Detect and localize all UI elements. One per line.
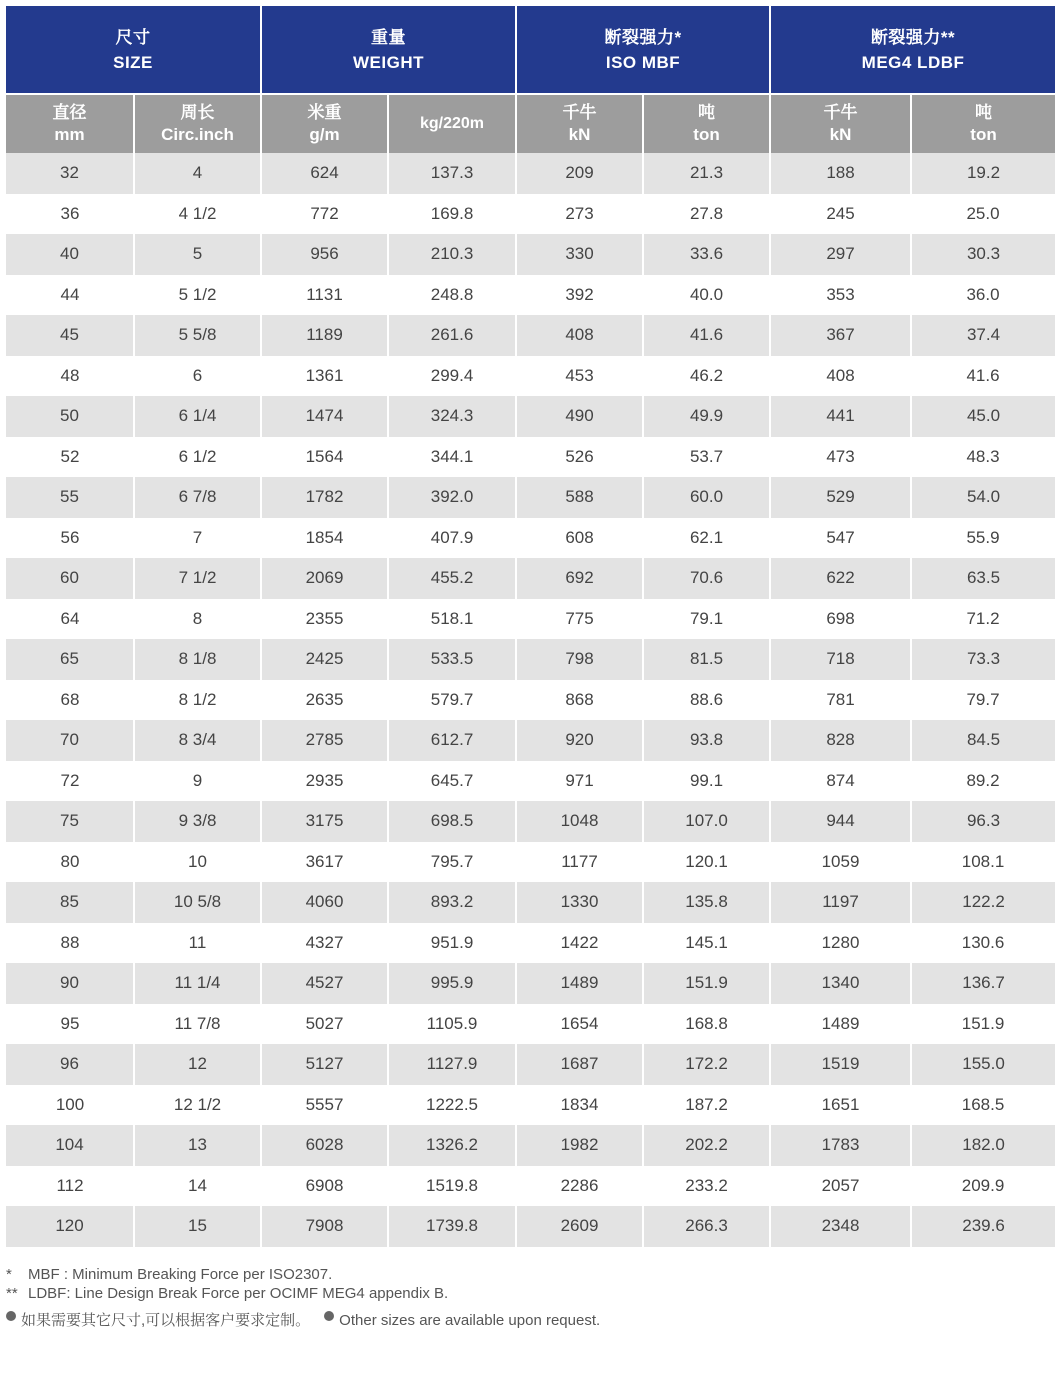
- table-cell: 40: [6, 234, 134, 275]
- table-row: [6, 153, 1055, 194]
- table-cell: 44: [6, 275, 134, 316]
- table-cell: 209: [516, 153, 643, 194]
- table-cell: 7: [134, 518, 261, 559]
- column-header-zh: 周长: [180, 103, 215, 122]
- group-header-meg4-ldbf: [770, 6, 1055, 94]
- column-header-weight-per-meter: [261, 94, 388, 153]
- table-cell: 408: [770, 356, 911, 397]
- table-cell: 392: [516, 275, 643, 316]
- table-cell: 36: [6, 194, 134, 235]
- column-header-en: g/m: [309, 125, 340, 144]
- availability-text-zh: 如果需要其它尺寸,可以根据客户要求定制。: [21, 1312, 311, 1329]
- table-cell: 14: [134, 1166, 261, 1207]
- table-cell: 698: [770, 599, 911, 640]
- table-cell: 353: [770, 275, 911, 316]
- table-cell: 41.6: [643, 315, 770, 356]
- table-cell: 2785: [261, 720, 388, 761]
- column-header-circumference: [134, 94, 261, 153]
- table-cell: 490: [516, 396, 643, 437]
- table-cell: 5: [134, 234, 261, 275]
- table-cell: 11 1/4: [134, 963, 261, 1004]
- table-cell: 96.3: [911, 801, 1055, 842]
- table-cell: 1783: [770, 1125, 911, 1166]
- table-cell: 453: [516, 356, 643, 397]
- table-cell: 60.0: [643, 477, 770, 518]
- table-row: [6, 963, 1055, 1004]
- table-cell: 32: [6, 153, 134, 194]
- table-cell: 868: [516, 680, 643, 721]
- table-cell: 37.4: [911, 315, 1055, 356]
- table-cell: 104: [6, 1125, 134, 1166]
- table-cell: 108.1: [911, 842, 1055, 883]
- table-cell: 1177: [516, 842, 643, 883]
- table-cell: 874: [770, 761, 911, 802]
- table-cell: 72: [6, 761, 134, 802]
- table-cell: 50: [6, 396, 134, 437]
- table-cell: 79.1: [643, 599, 770, 640]
- table-cell: 3617: [261, 842, 388, 883]
- group-header-en: MEG4 LDBF: [861, 52, 965, 72]
- table-cell: 85: [6, 882, 134, 923]
- footnote-text: MBF : Minimum Breaking Force per ISO2307.: [28, 1266, 333, 1283]
- table-row: [6, 1125, 1055, 1166]
- table-cell: 1651: [770, 1085, 911, 1126]
- table-cell: 49.9: [643, 396, 770, 437]
- table-cell: 233.2: [643, 1166, 770, 1207]
- table-cell: 45.0: [911, 396, 1055, 437]
- group-header-size: [6, 6, 261, 94]
- group-header-zh: 重量: [371, 27, 407, 47]
- table-cell: 8 1/2: [134, 680, 261, 721]
- column-header-en: kN: [568, 125, 591, 144]
- table-row: [6, 315, 1055, 356]
- table-row: [6, 1166, 1055, 1207]
- table-cell: 624: [261, 153, 388, 194]
- table-cell: 1330: [516, 882, 643, 923]
- table-cell: 80: [6, 842, 134, 883]
- column-header-zh: 千牛: [823, 103, 858, 122]
- group-header-zh: 断裂强力*: [604, 27, 682, 47]
- table-row: [6, 761, 1055, 802]
- table-cell: 12: [134, 1044, 261, 1085]
- table-cell: 7908: [261, 1206, 388, 1247]
- table-cell: 202.2: [643, 1125, 770, 1166]
- table-cell: 944: [770, 801, 911, 842]
- table-cell: 588: [516, 477, 643, 518]
- table-cell: 1654: [516, 1004, 643, 1045]
- table-cell: 188: [770, 153, 911, 194]
- table-cell: 137.3: [388, 153, 516, 194]
- table-cell: 1982: [516, 1125, 643, 1166]
- table-cell: 1519: [770, 1044, 911, 1085]
- table-cell: 407.9: [388, 518, 516, 559]
- table-cell: 155.0: [911, 1044, 1055, 1085]
- table-row: [6, 842, 1055, 883]
- table-cell: 5027: [261, 1004, 388, 1045]
- table-cell: 55: [6, 477, 134, 518]
- table-row: [6, 1004, 1055, 1045]
- table-cell: 1782: [261, 477, 388, 518]
- column-header-iso-kn: [516, 94, 643, 153]
- table-cell: 8: [134, 599, 261, 640]
- table-cell: 324.3: [388, 396, 516, 437]
- table-cell: 1059: [770, 842, 911, 883]
- table-cell: 63.5: [911, 558, 1055, 599]
- column-header-en: mm: [54, 125, 85, 144]
- table-cell: 299.4: [388, 356, 516, 397]
- table-cell: 367: [770, 315, 911, 356]
- table-cell: 920: [516, 720, 643, 761]
- table-cell: 718: [770, 639, 911, 680]
- table-cell: 96: [6, 1044, 134, 1085]
- table-cell: 518.1: [388, 599, 516, 640]
- table-cell: 135.8: [643, 882, 770, 923]
- table-cell: 12 1/2: [134, 1085, 261, 1126]
- column-header-en: ton: [693, 125, 720, 144]
- table-cell: 1489: [516, 963, 643, 1004]
- column-header-en: Circ.inch: [161, 125, 234, 144]
- footnote-mbf: [6, 1265, 600, 1284]
- table-cell: 2069: [261, 558, 388, 599]
- table-cell: 2355: [261, 599, 388, 640]
- table-cell: 45: [6, 315, 134, 356]
- table-cell: 1280: [770, 923, 911, 964]
- table-cell: 65: [6, 639, 134, 680]
- table-cell: 4 1/2: [134, 194, 261, 235]
- table-cell: 330: [516, 234, 643, 275]
- table-cell: 71.2: [911, 599, 1055, 640]
- table-cell: 1189: [261, 315, 388, 356]
- table-cell: 297: [770, 234, 911, 275]
- table-cell: 112: [6, 1166, 134, 1207]
- column-header-zh: 吨: [975, 103, 993, 122]
- group-header-iso-mbf: [516, 6, 770, 94]
- table-cell: 130.6: [911, 923, 1055, 964]
- table-cell: 1519.8: [388, 1166, 516, 1207]
- table-cell: 1422: [516, 923, 643, 964]
- table-cell: 5557: [261, 1085, 388, 1126]
- table-cell: 239.6: [911, 1206, 1055, 1247]
- table-cell: 893.2: [388, 882, 516, 923]
- group-header-zh: 尺寸: [115, 27, 151, 47]
- table-cell: 48: [6, 356, 134, 397]
- table-cell: 40.0: [643, 275, 770, 316]
- table-cell: 775: [516, 599, 643, 640]
- table-cell: 344.1: [388, 437, 516, 478]
- table-cell: 772: [261, 194, 388, 235]
- table-row: [6, 1206, 1055, 1247]
- table-cell: 68: [6, 680, 134, 721]
- table-cell: 612.7: [388, 720, 516, 761]
- table-cell: 120.1: [643, 842, 770, 883]
- table-row: [6, 680, 1055, 721]
- table-row: [6, 396, 1055, 437]
- table-cell: 6 7/8: [134, 477, 261, 518]
- table-cell: 698.5: [388, 801, 516, 842]
- table-cell: 1489: [770, 1004, 911, 1045]
- table-cell: 1131: [261, 275, 388, 316]
- group-header-en: SIZE: [113, 52, 153, 72]
- table-cell: 30.3: [911, 234, 1055, 275]
- table-cell: 48.3: [911, 437, 1055, 478]
- column-header-zh: 千牛: [562, 103, 597, 122]
- group-header-en: WEIGHT: [353, 52, 425, 72]
- table-cell: 1739.8: [388, 1206, 516, 1247]
- table-cell: 13: [134, 1125, 261, 1166]
- table-cell: 971: [516, 761, 643, 802]
- table-cell: 2635: [261, 680, 388, 721]
- table-cell: 145.1: [643, 923, 770, 964]
- table-row: [6, 882, 1055, 923]
- table-cell: 90: [6, 963, 134, 1004]
- table-cell: 10 5/8: [134, 882, 261, 923]
- table-row: [6, 720, 1055, 761]
- table-cell: 4060: [261, 882, 388, 923]
- footnote-ldbf: [6, 1284, 600, 1303]
- table-cell: 1197: [770, 882, 911, 923]
- column-header-row: [6, 94, 1055, 153]
- footnote-mark: **: [6, 1285, 18, 1302]
- table-row: [6, 234, 1055, 275]
- spec-table: [6, 6, 1055, 1247]
- table-cell: 273: [516, 194, 643, 235]
- table-cell: 956: [261, 234, 388, 275]
- footnote-mark: *: [6, 1266, 12, 1283]
- table-cell: 6028: [261, 1125, 388, 1166]
- table-cell: 5127: [261, 1044, 388, 1085]
- table-cell: 2609: [516, 1206, 643, 1247]
- table-cell: 151.9: [643, 963, 770, 1004]
- column-header-en: kN: [829, 125, 852, 144]
- table-cell: 248.8: [388, 275, 516, 316]
- table-cell: 33.6: [643, 234, 770, 275]
- table-cell: 1127.9: [388, 1044, 516, 1085]
- table-cell: 107.0: [643, 801, 770, 842]
- table-cell: 5 5/8: [134, 315, 261, 356]
- table-cell: 798: [516, 639, 643, 680]
- spec-table-body: [6, 153, 1055, 1247]
- table-cell: 53.7: [643, 437, 770, 478]
- table-cell: 168.5: [911, 1085, 1055, 1126]
- table-cell: 995.9: [388, 963, 516, 1004]
- column-header-diameter: [6, 94, 134, 153]
- table-row: [6, 801, 1055, 842]
- table-cell: 828: [770, 720, 911, 761]
- table-cell: 473: [770, 437, 911, 478]
- table-cell: 52: [6, 437, 134, 478]
- column-header-zh: 吨: [698, 103, 716, 122]
- table-cell: 455.2: [388, 558, 516, 599]
- table-cell: 9 3/8: [134, 801, 261, 842]
- column-header-zh: 米重: [307, 103, 342, 122]
- table-row: [6, 558, 1055, 599]
- table-cell: 62.1: [643, 518, 770, 559]
- table-row: [6, 639, 1055, 680]
- table-cell: 3175: [261, 801, 388, 842]
- table-cell: 1854: [261, 518, 388, 559]
- table-cell: 5 1/2: [134, 275, 261, 316]
- table-cell: 81.5: [643, 639, 770, 680]
- column-header-weight-per-coil: [388, 94, 516, 153]
- table-cell: 95: [6, 1004, 134, 1045]
- table-cell: 6: [134, 356, 261, 397]
- table-cell: 9: [134, 761, 261, 802]
- bullet-icon: [6, 1311, 16, 1321]
- table-cell: 169.8: [388, 194, 516, 235]
- table-cell: 75: [6, 801, 134, 842]
- table-cell: 781: [770, 680, 911, 721]
- table-cell: 210.3: [388, 234, 516, 275]
- table-cell: 84.5: [911, 720, 1055, 761]
- table-cell: 70: [6, 720, 134, 761]
- table-cell: 6 1/2: [134, 437, 261, 478]
- table-cell: 2286: [516, 1166, 643, 1207]
- table-cell: 21.3: [643, 153, 770, 194]
- table-cell: 6908: [261, 1166, 388, 1207]
- table-cell: 41.6: [911, 356, 1055, 397]
- table-cell: 579.7: [388, 680, 516, 721]
- availability-text-en: Other sizes are available upon request.: [339, 1312, 601, 1329]
- table-cell: 408: [516, 315, 643, 356]
- column-header-en: ton: [970, 125, 997, 144]
- table-cell: 547: [770, 518, 911, 559]
- footnote-text: LDBF: Line Design Break Force per OCIMF MEG4 appendix B.: [28, 1285, 449, 1302]
- table-cell: 692: [516, 558, 643, 599]
- column-header-meg4-kn: [770, 94, 911, 153]
- table-cell: 6 1/4: [134, 396, 261, 437]
- table-row: [6, 477, 1055, 518]
- table-cell: 1687: [516, 1044, 643, 1085]
- table-cell: 795.7: [388, 842, 516, 883]
- table-cell: 54.0: [911, 477, 1055, 518]
- table-cell: 151.9: [911, 1004, 1055, 1045]
- table-cell: 2348: [770, 1206, 911, 1247]
- table-row: [6, 599, 1055, 640]
- table-cell: 7 1/2: [134, 558, 261, 599]
- table-cell: 10: [134, 842, 261, 883]
- table-cell: 8 1/8: [134, 639, 261, 680]
- table-cell: 187.2: [643, 1085, 770, 1126]
- table-cell: 120: [6, 1206, 134, 1247]
- table-cell: 136.7: [911, 963, 1055, 1004]
- table-cell: 622: [770, 558, 911, 599]
- table-cell: 1361: [261, 356, 388, 397]
- table-cell: 608: [516, 518, 643, 559]
- table-cell: 2935: [261, 761, 388, 802]
- column-header-iso-ton: [643, 94, 770, 153]
- table-cell: 93.8: [643, 720, 770, 761]
- table-cell: 70.6: [643, 558, 770, 599]
- footnotes: [6, 1265, 600, 1330]
- table-cell: 182.0: [911, 1125, 1055, 1166]
- group-header-en: ISO MBF: [605, 52, 681, 72]
- group-header-zh: 断裂强力**: [870, 27, 956, 47]
- group-header-row: [6, 6, 1055, 94]
- table-row: [6, 275, 1055, 316]
- table-cell: 36.0: [911, 275, 1055, 316]
- group-header-weight: [261, 6, 516, 94]
- table-cell: 266.3: [643, 1206, 770, 1247]
- bullet-icon: [324, 1311, 334, 1321]
- table-cell: 46.2: [643, 356, 770, 397]
- table-cell: 4327: [261, 923, 388, 964]
- table-cell: 88: [6, 923, 134, 964]
- table-cell: 1564: [261, 437, 388, 478]
- table-cell: 168.8: [643, 1004, 770, 1045]
- table-cell: 441: [770, 396, 911, 437]
- table-cell: 64: [6, 599, 134, 640]
- table-row: [6, 437, 1055, 478]
- table-cell: 261.6: [388, 315, 516, 356]
- table-row: [6, 1085, 1055, 1126]
- table-cell: 526: [516, 437, 643, 478]
- table-cell: 15: [134, 1206, 261, 1247]
- table-cell: 1474: [261, 396, 388, 437]
- table-cell: 11 7/8: [134, 1004, 261, 1045]
- table-row: [6, 923, 1055, 964]
- table-cell: 172.2: [643, 1044, 770, 1085]
- table-cell: 1222.5: [388, 1085, 516, 1126]
- column-header-meg4-ton: [911, 94, 1055, 153]
- table-cell: 100: [6, 1085, 134, 1126]
- column-header-en: kg/220m: [419, 115, 485, 132]
- table-cell: 209.9: [911, 1166, 1055, 1207]
- table-cell: 2425: [261, 639, 388, 680]
- table-cell: 99.1: [643, 761, 770, 802]
- table-cell: 529: [770, 477, 911, 518]
- table-cell: 1048: [516, 801, 643, 842]
- table-cell: 533.5: [388, 639, 516, 680]
- table-cell: 1340: [770, 963, 911, 1004]
- table-cell: 25.0: [911, 194, 1055, 235]
- column-header-zh: 直径: [52, 103, 87, 122]
- table-cell: 8 3/4: [134, 720, 261, 761]
- table-cell: 27.8: [643, 194, 770, 235]
- table-cell: 392.0: [388, 477, 516, 518]
- table-cell: 645.7: [388, 761, 516, 802]
- table-cell: 1834: [516, 1085, 643, 1126]
- table-cell: 89.2: [911, 761, 1055, 802]
- table-cell: 245: [770, 194, 911, 235]
- table-row: [6, 356, 1055, 397]
- table-cell: 4: [134, 153, 261, 194]
- availability-note: [6, 1311, 600, 1330]
- table-cell: 55.9: [911, 518, 1055, 559]
- table-cell: 951.9: [388, 923, 516, 964]
- table-cell: 4527: [261, 963, 388, 1004]
- table-cell: 60: [6, 558, 134, 599]
- table-cell: 19.2: [911, 153, 1055, 194]
- table-cell: 73.3: [911, 639, 1055, 680]
- table-cell: 2057: [770, 1166, 911, 1207]
- table-row: [6, 518, 1055, 559]
- table-cell: 11: [134, 923, 261, 964]
- table-cell: 122.2: [911, 882, 1055, 923]
- table-cell: 1105.9: [388, 1004, 516, 1045]
- table-row: [6, 194, 1055, 235]
- table-cell: 56: [6, 518, 134, 559]
- table-cell: 88.6: [643, 680, 770, 721]
- table-cell: 1326.2: [388, 1125, 516, 1166]
- table-cell: 79.7: [911, 680, 1055, 721]
- table-row: [6, 1044, 1055, 1085]
